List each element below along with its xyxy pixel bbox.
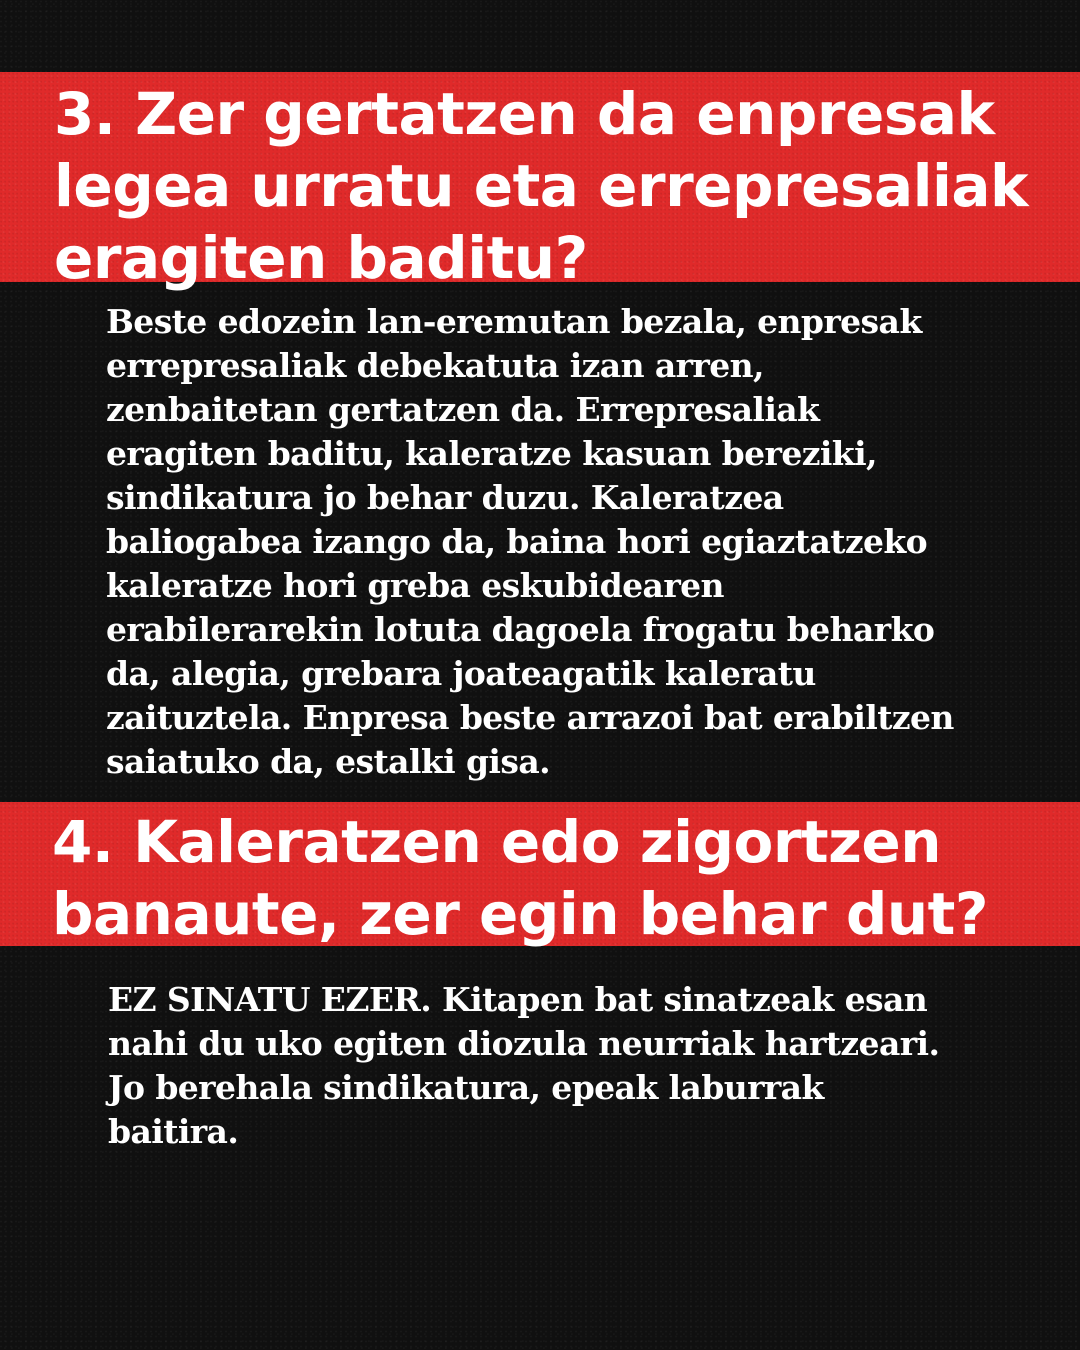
question-4-heading: 4. Kaleratzen edo zigortzen banaute, zer egin behar dut? <box>52 808 989 948</box>
question-3-answer: Beste edozein lan-eremutan bezala, enpresak errepresaliak debekatuta izan arren, zenbaitetan gertatzen da. Errepresaliak eragiten baditu, kaleratze kasuan bereziki, sindikatura jo behar duzu. Kaleratzea baliogabea izango da, baina hori egiaztatzeko kaleratze hori greba eskubidearen erabilerarekin lotuta dagoela frogatu beharko da, alegia, grebara joateagatik kaleratu zaituztela. Enpresa beste arrazoi bat erabiltzen saiatuko da, estalki gisa. <box>106 302 954 781</box>
question-4-answer: EZ SINATU EZER. Kitapen bat sinatzeak esan nahi du uko egiten diozula neurriak hartzeari. Jo berehala sindikatura, epeak laburrak baitira. <box>108 980 940 1151</box>
question-3-heading: 3. Zer gertatzen da enpresak legea urratu eta errepresaliak eragiten baditu? <box>54 80 1029 292</box>
